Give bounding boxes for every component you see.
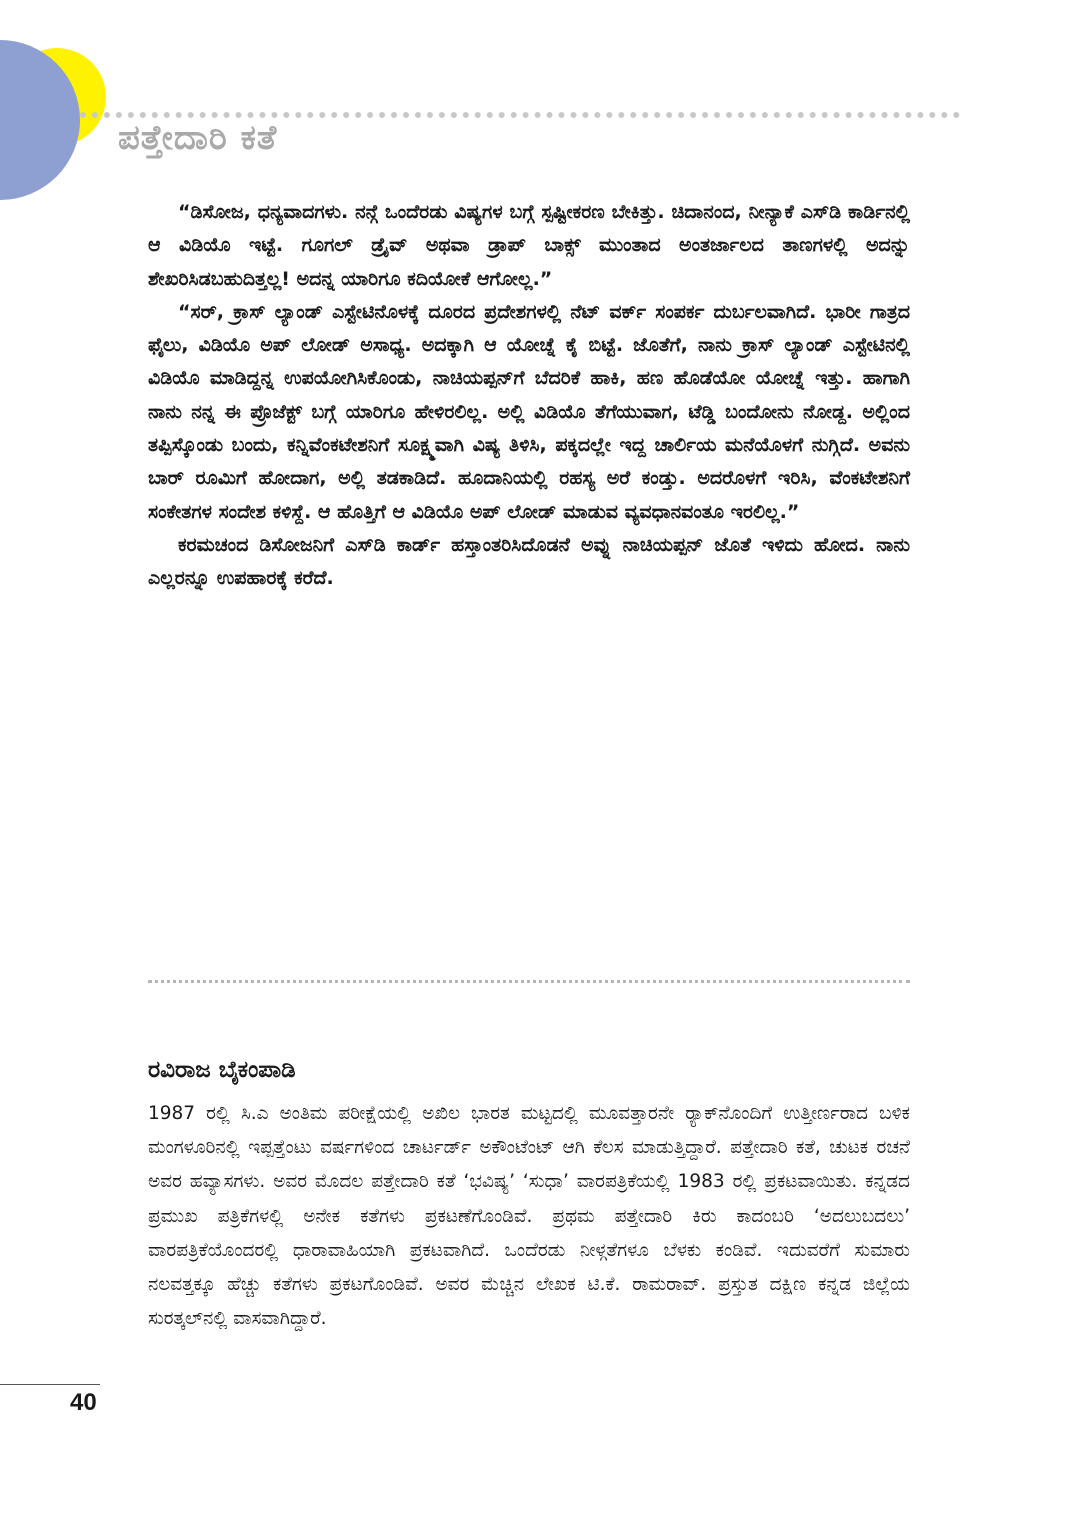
author-bio: 1987 ರಲ್ಲಿ ಸಿ.ಎ ಅಂತಿಮ ಪರೀಕ್ಷೆಯಲ್ಲಿ ಅಖಿಲ ಭಾರತ ಮಟ್ಟದಲ್ಲಿ ಮೂವತ್ತಾರನೇ ರ್‍ಯಾಕ್‌ನೊಂದಿಗೆ ಉತ್ತೀರ್ಣರಾದ ಬಳಿಕ ಮಂಗಳೂರಿನಲ್ಲಿ ಇಪ್ಪತ್ತೆಂಟು ವರ್ಷಗಳಿಂದ ಚಾರ್ಟರ್ಡ್ ಅಕೌಂಟೆಂಟ್ ಆಗಿ ಕೆಲಸ ಮಾಡುತ್ತಿದ್ದಾರೆ. ಪತ್ತೇದಾರಿ ಕತೆ, ಚುಟಕ ರಚನೆ ಅವರ ಹವ್ಯಾಸಗಳು. ಅವರ ಮೊದಲ ಪತ್ತೇದಾರಿ ಕತೆ ‘ಭವಿಷ್ಯ’ ‘ಸುಧಾ’ ವಾರಪತ್ರಿಕೆಯಲ್ಲಿ 1983 ರಲ್ಲಿ ಪ್ರಕಟವಾಯಿತು. ಕನ್ನಡದ ಪ್ರಮುಖ ಪತ್ರಿಕೆಗಳಲ್ಲಿ ಅನೇಕ ಕತೆಗಳು ಪ್ರಕಟಣೆಗೊಂಡಿವೆ. ಪ್ರಥಮ ಪತ್ತೇದಾರಿ ಕಿರು ಕಾದಂಬರಿ ‘ಅದಲುಬದಲು’ ವಾರಪತ್ರಿಕೆಯೊಂದರಲ್ಲಿ ಧಾರಾವಾಹಿಯಾಗಿ ಪ್ರಕಟವಾಗಿದೆ. ಒಂದೆರಡು ನೀಳ್ಗತೆಗಳೂ ಬೆಳಕು ಕಂಡಿವೆ. ಇದುವರೆಗೆ ಸುಮಾರು ನಲವತ್ತಕ್ಕೂ ಹೆಚ್ಚು ಕತೆಗಳು ಪ್ರಕಟಗೊಂಡಿವೆ. ಅವರ ಮೆಚ್ಚಿನ ಲೇಖಕ ಟಿ.ಕೆ. ರಾಮರಾವ್. ಪ್ರಸ್ತುತ ದಕ್ಷಿಣ ಕನ್ನಡ ಜಿಲ್ಲೆಯ ಸುರತ್ಕಲ್‌ನಲ್ಲಿ ವಾಸವಾಗಿದ್ದಾರೆ. [148,1103,910,1330]
page-number: 40 [70,1389,97,1416]
section-title: ಪತ್ತೇದಾರಿ ಕತೆ [118,118,278,158]
footer-rule [0,1384,100,1385]
story-body [148,196,910,596]
author-name: ರವಿರಾಜ ಬೈಕಂಪಾಡಿ [148,1057,296,1083]
story-paragraph: ಕರಮಚಂದ ಡಿಸೋಜನಿಗೆ ಎಸ್‌ಡಿ ಕಾರ್ಡ್ ಹಸ್ತಾಂತರಿಸಿದೊಡನೆ ಅವ್ನು ನಾಚಿಯಪ್ಪನ್ ಜೊತೆ ಇಳಿದು ಹೋದ. ನಾನು ಎಲ್ಲರನ್ನೂ ಉಪಹಾರಕ್ಕೆ ಕರೆದೆ. [148,533,910,590]
section-divider-dotted [148,980,910,983]
story-paragraph: “ಸರ್, ಕ್ರಾಸ್ ಲ್ಯಾಂಡ್ ಎಸ್ಟೇಟಿನೊಳಕ್ಕೆ ದೂರದ ಪ್ರದೇಶಗಳಲ್ಲಿ ನೆಟ್ ವರ್ಕ್ ಸಂಪರ್ಕ ದುರ್ಬಲವಾಗಿದೆ. ಭಾರೀ ಗಾತ್ರದ ಫೈಲು, ವಿಡಿಯೊ ಅಪ್ ಲೋಡ್ ಅಸಾಧ್ಯ. ಅದಕ್ಕಾಗಿ ಆ ಯೋಚ್ನೆ ಕೈ ಬಿಟ್ಟೆ. ಜೊತೆಗೆ, ನಾನು ಕ್ರಾಸ್ ಲ್ಯಾಂಡ್ ಎಸ್ಟೇಟಿನಲ್ಲಿ ವಿಡಿಯೊ ಮಾಡಿದ್ದನ್ನ ಉಪಯೋಗಿಸಿಕೊಂಡು, ನಾಚಿಯಪ್ಪನ್‌ಗೆ ಬೆದರಿಕೆ ಹಾಕಿ, ಹಣ ಹೊಡೆಯೋ ಯೋಚ್ನೆ ಇತ್ತು. ಹಾಗಾಗಿ ನಾನು ನನ್ನ ಈ ಪ್ರೊಜೆಕ್ಟ್ ಬಗ್ಗೆ ಯಾರಿಗೂ ಹೇಳಿರಲಿಲ್ಲ. ಅಲ್ಲಿ ವಿಡಿಯೊ ತೆಗೆಯುವಾಗ, ಟೆಡ್ಡಿ ಬಂದೋನು ನೋಡ್ದ. ಅಲ್ಲಿಂದ ತಪ್ಪಿಸ್ಕೊಂಡು ಬಂದು, ಕನ್ನಿವೆಂಕಟೇಶನಿಗೆ ಸೂಕ್ಷ್ಮವಾಗಿ ವಿಷ್ಯ ತಿಳಿಸಿ, ಪಕ್ಕದಲ್ಲೇ ಇದ್ದ ಚಾರ್ಲಿಯ ಮನೆಯೊಳಗೆ ನುಗ್ಗಿದೆ. ಅವನು ಬಾರ್ ರೂಮಿಗೆ ಹೋದಾಗ, ಅಲ್ಲಿ ತಡಕಾಡಿದೆ. ಹೂದಾನಿಯಲ್ಲಿ ರಹಸ್ಯ ಅರೆ ಕಂಡ್ತು. ಅದರೊಳಗೆ ಇರಿಸಿ, ವೆಂಕಟೇಶನಿಗೆ ಸಂಕೇತಗಳ ಸಂದೇಶ ಕಳಿಸ್ದೆ. ಆ ಹೊತ್ತಿಗೆ ಆ ವಿಡಿಯೊ ಅಪ್ ಲೋಡ್ ಮಾಡುವ ವ್ಯವಧಾನವಂತೂ ಇರಲಿಲ್ಲ.” [148,300,910,523]
story-paragraph: “ಡಿಸೋಜ, ಧನ್ಯವಾದಗಳು. ನನ್ಗೆ ಒಂದೆರಡು ವಿಷ್ಯಗಳ ಬಗ್ಗೆ ಸ್ಪಷ್ಟೀಕರಣ ಬೇಕಿತ್ತು. ಚಿದಾನಂದ, ನೀನ್ಯಾಕೆ ಎಸ್‌ಡಿ ಕಾರ್ಡಿನಲ್ಲಿ ಆ ವಿಡಿಯೊ ಇಟ್ಟೆ. ಗೂಗಲ್ ಡ್ರೈವ್ ಅಥವಾ ಡ್ರಾಪ್ ಬಾಕ್ಸ್ ಮುಂತಾದ ಅಂತರ್ಜಾಲದ ತಾಣಗಳಲ್ಲಿ ಅದನ್ನು ಶೇಖರಿಸಿಡಬಹುದಿತ್ತಲ್ಲ! ಅದನ್ನ ಯಾರಿಗೂ ಕದಿಯೋಕೆ ಆಗೋಲ್ಲ.” [148,201,910,290]
